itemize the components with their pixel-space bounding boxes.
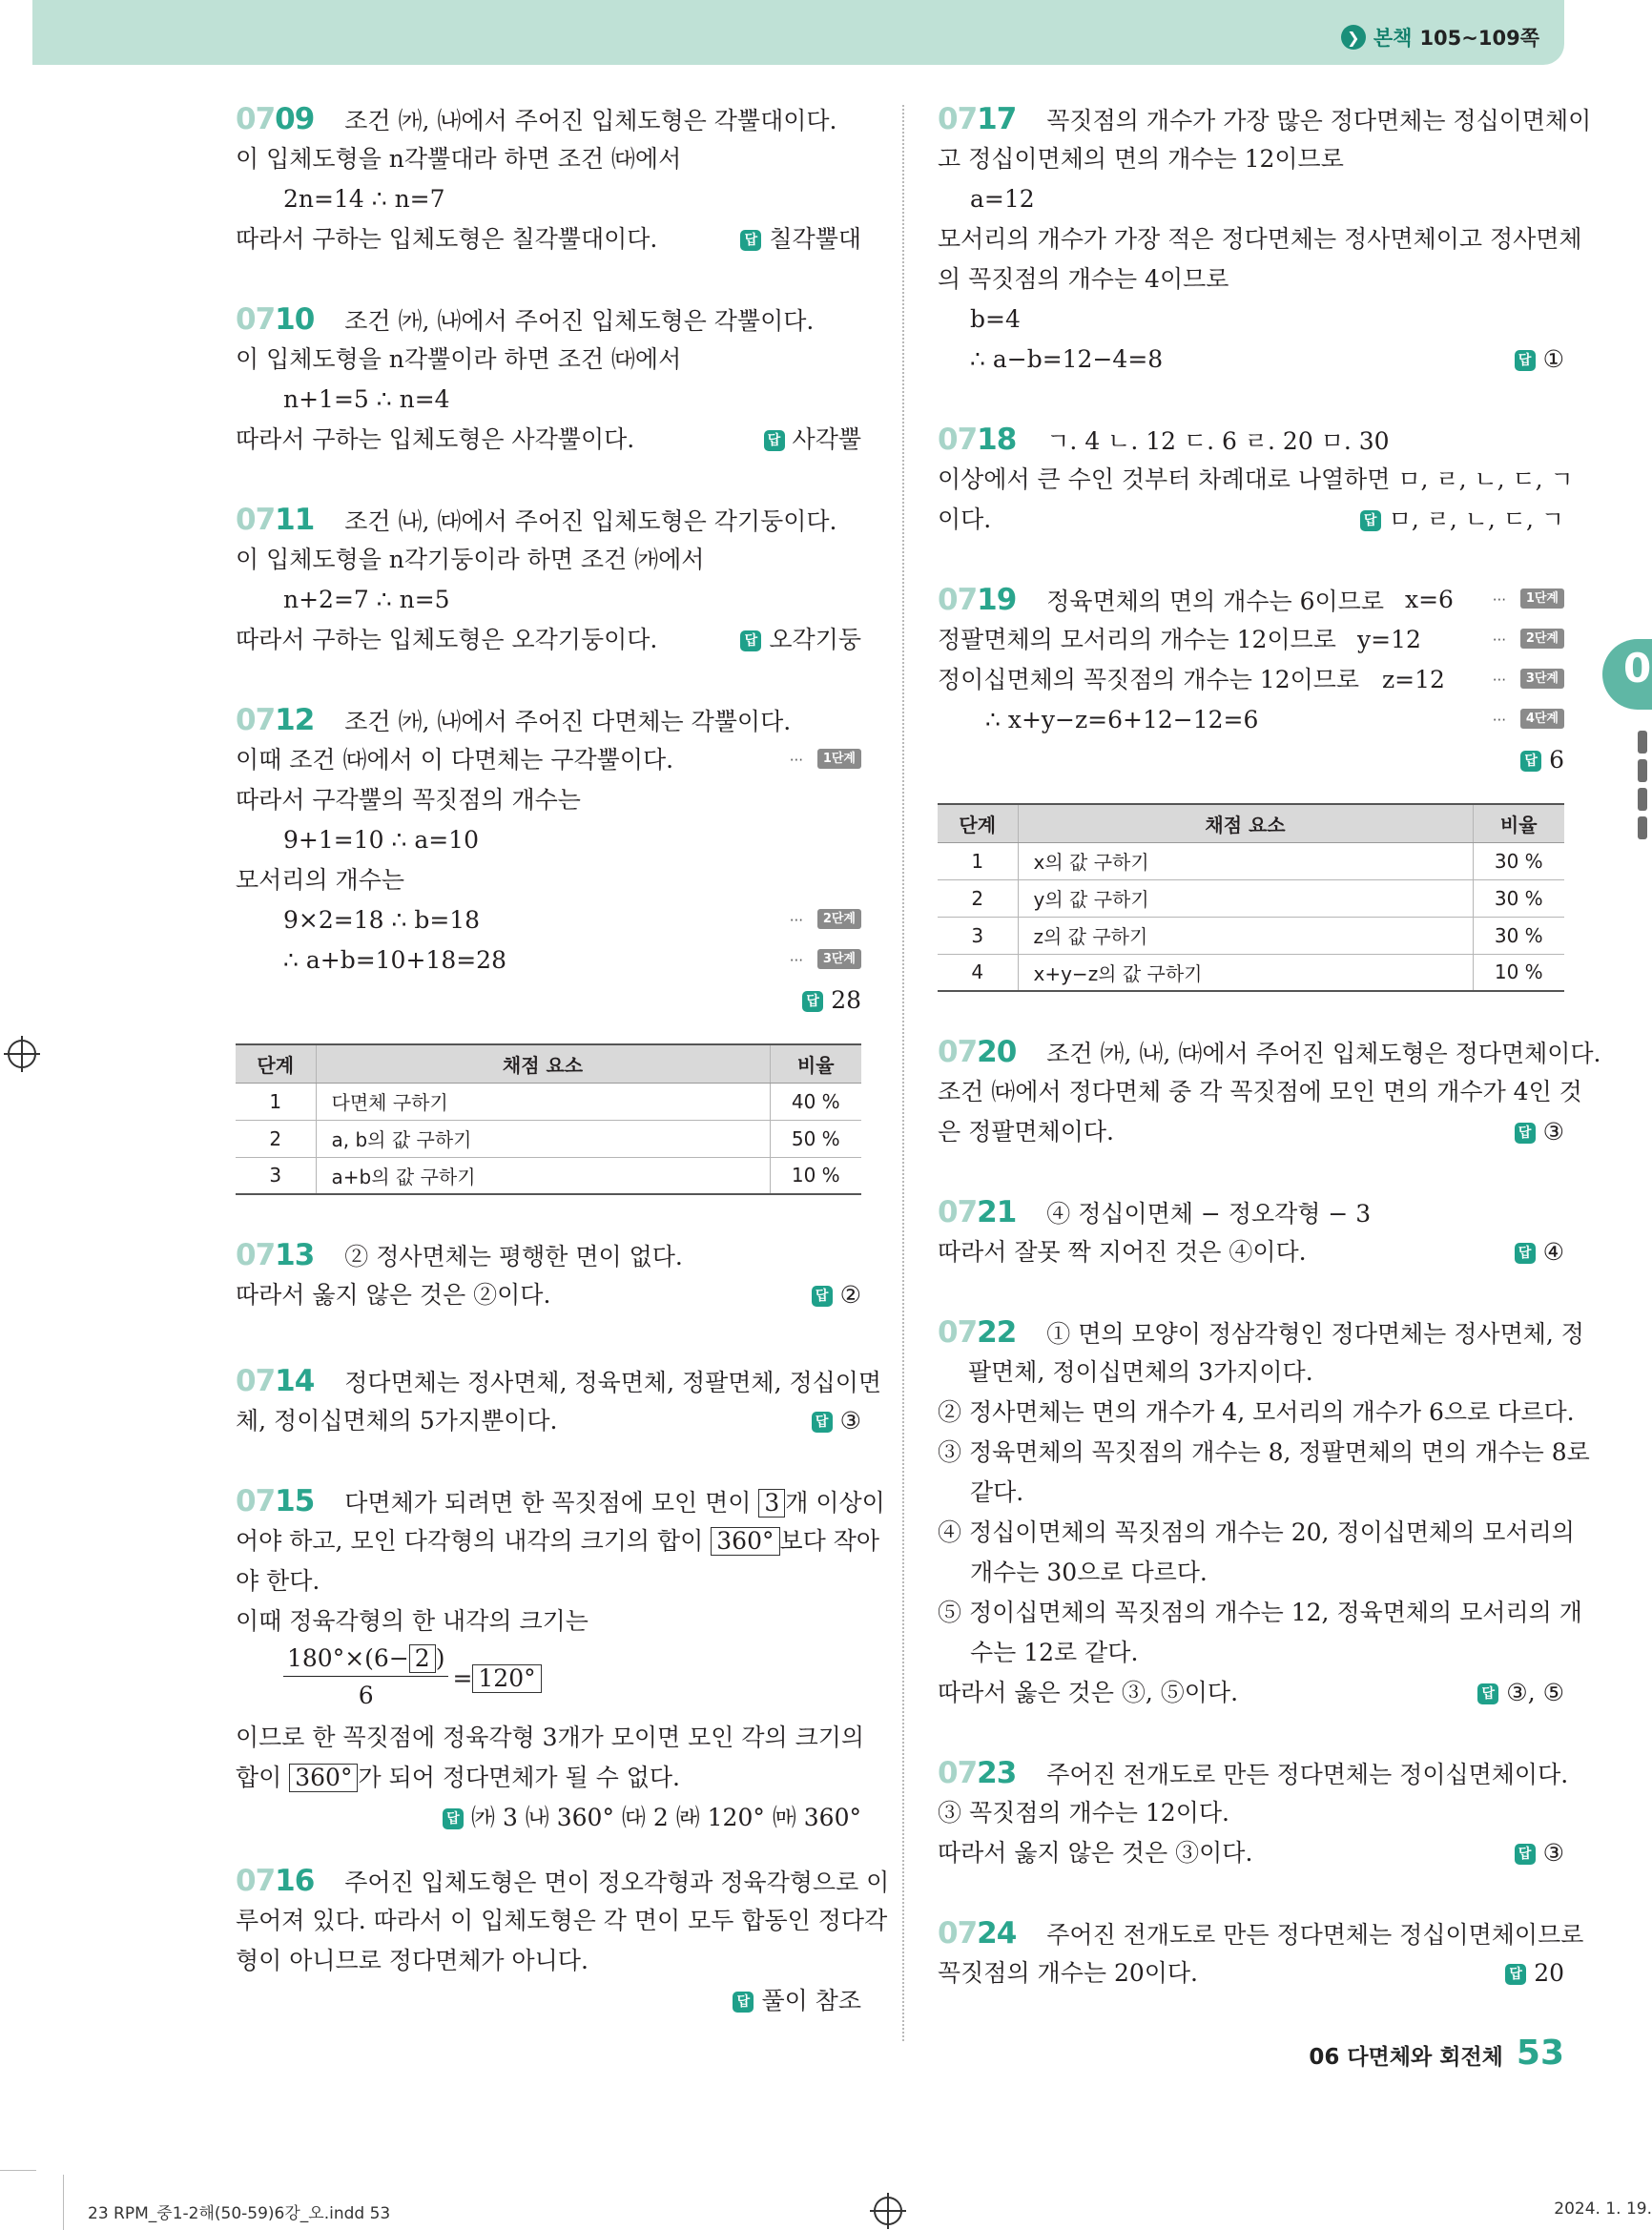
crop-mark: [0, 2170, 36, 2171]
problem-0713: [236, 1235, 861, 1315]
problem-number: 0713: [236, 1238, 315, 1272]
table-row: 1 다면체 구하기 40 %: [236, 1083, 861, 1120]
table-row: 3 a+b의 값 구하기 10 %: [236, 1157, 861, 1194]
solution-line: 꼭짓점의 개수가 가장 많은 정다면체는 정십이면체이: [1046, 107, 1592, 134]
answer: 답 칠각뿔대: [740, 219, 861, 259]
solution-line: 조건 ㈎, ㈏, ㈐에서 주어진 입체도형은 정다면체이다.: [1046, 1040, 1601, 1067]
equation-line: 9+1=10 ∴ a=10: [283, 826, 479, 854]
solution-line: 수는 12로 같다.: [970, 1639, 1139, 1666]
solution-line: 개수는 30으로 다르다.: [970, 1559, 1208, 1586]
solution-line: 주어진 전개도로 만든 정다면체는 정이십면체이다.: [1046, 1761, 1569, 1788]
problem-0721: [938, 1192, 1564, 1272]
chapter-title: 06 다면체와 회전체: [1309, 2045, 1503, 2070]
solution-line: 루어져 있다. 따라서 이 입체도형은 각 면이 모두 합동인 정다각: [236, 1907, 888, 1934]
solution-line: 야 한다.: [236, 1567, 320, 1595]
equation-line: ∴ x+y−z=6+12−12=6: [985, 706, 1259, 733]
blank-box: 3: [758, 1489, 785, 1518]
problem-number: 0723: [938, 1756, 1017, 1790]
solution-line: ③ 꼭짓점의 개수는 12이다.: [938, 1799, 1229, 1827]
answer: 답 ③: [1515, 1112, 1564, 1152]
solution-line: 조건 ㈎, ㈏에서 주어진 입체도형은 각뿔대이다.: [344, 107, 837, 134]
solution-line: 은 정팔면체이다.: [938, 1118, 1114, 1146]
solution-line: 의 꼭짓점의 개수는 4이므로: [938, 265, 1229, 293]
problem-0714: [236, 1361, 882, 1441]
table-row: 2 a, b의 값 구하기 50 %: [236, 1120, 861, 1157]
answer-icon: 답: [740, 230, 761, 251]
solution-line: 따라서 구하는 입체도형은 사각뿔이다.: [236, 425, 635, 453]
step-marker: ··· 1단계: [790, 740, 861, 780]
answer: 답 풀이 참조: [733, 1981, 861, 2021]
answer: 답 ③: [1515, 1833, 1564, 1873]
solution-line: 따라서 구하는 입체도형은 칠각뿔대이다.: [236, 225, 658, 253]
problem-0718: [938, 420, 1574, 540]
answer-icon: 답: [1477, 1683, 1498, 1704]
solution-line: ㄱ. 4 ㄴ. 12 ㄷ. 6 ㄹ. 20 ㅁ. 30: [1046, 427, 1390, 455]
answer: 답 사각뿔: [764, 420, 861, 460]
answer-icon: 답: [812, 1286, 833, 1307]
right-column: [938, 99, 1601, 1993]
solution-line: 이때 정육각형의 한 내각의 크기는: [236, 1607, 589, 1635]
answer-icon: 답: [764, 430, 785, 451]
problem-number: 0712: [236, 703, 315, 737]
solution-line: 이 입체도형을 n각뿔대라 하면 조건 ㈐에서: [236, 145, 682, 173]
problem-number: 0722: [938, 1315, 1017, 1350]
table-header: 채점 요소: [1018, 804, 1473, 842]
solution-line: 조건 ㈎, ㈏에서 주어진 입체도형은 각뿔이다.: [344, 307, 815, 335]
solution-line: 체, 정이십면체의 5가지뿐이다.: [236, 1407, 558, 1435]
equation-line: n+2=7 ∴ n=5: [283, 586, 450, 613]
book-pages: 105~109쪽: [1419, 27, 1539, 50]
solution-line: 주어진 전개도로 만든 정다면체는 정십이면체이므로: [1046, 1921, 1584, 1949]
equation-line: 9×2=18 ∴ b=18: [283, 906, 481, 934]
problem-number: 0715: [236, 1484, 315, 1518]
table-row: 3 z의 값 구하기 30 %: [938, 917, 1564, 954]
problem-0724: [938, 1913, 1584, 1993]
solution-line: 따라서 잘못 짝 지어진 것은 ④이다.: [938, 1238, 1307, 1266]
answer-icon: 답: [733, 1992, 754, 2013]
problem-number: 0709: [236, 102, 315, 136]
registration-mark-icon: [874, 2197, 902, 2225]
column-divider: [902, 105, 904, 2041]
solution-line: 이때 조건 ㈐에서 이 다면체는 구각뿔이다.: [236, 746, 674, 774]
problem-0723: [938, 1753, 1569, 1873]
solution-line: 조건 ㈏, ㈐에서 주어진 입체도형은 각기둥이다.: [344, 507, 837, 535]
solution-line: 팔면체, 정이십면체의 3가지이다.: [968, 1358, 1313, 1386]
answer-icon: 답: [740, 630, 761, 651]
table-header: 채점 요소: [316, 1044, 770, 1083]
file-info: 23 RPM_중1-2해(50-59)6강_오.indd 53: [88, 2204, 391, 2223]
solution-line: 조건 ㈐에서 정다면체 중 각 꼭짓점에 모인 면의 개수가 4인 것: [938, 1078, 1582, 1105]
answer: 답 20: [1505, 1953, 1564, 1993]
page-number: 53: [1516, 2034, 1564, 2073]
solution-line: 따라서 옳지 않은 것은 ③이다.: [938, 1839, 1253, 1867]
answer: 답 ③: [812, 1401, 861, 1441]
problem-number: 0711: [236, 503, 315, 537]
problem-number: 0719: [938, 583, 1017, 617]
solution-line: ① 면의 모양이 정삼각형인 정다면체는 정사면체, 정: [1046, 1320, 1584, 1348]
solution-line: ② 정사면체는 평행한 면이 없다.: [344, 1243, 683, 1270]
answer: 답 ㅁ, ㄹ, ㄴ, ㄷ, ㄱ: [1360, 500, 1564, 540]
step-marker: ··· 1단계: [1493, 580, 1564, 620]
answer-icon: 답: [802, 991, 823, 1012]
problem-number: 0721: [938, 1195, 1017, 1229]
table-header: 비율: [1473, 804, 1564, 842]
answer-icon: 답: [1505, 1964, 1526, 1985]
table-header: 단계: [938, 804, 1018, 842]
answer: 답 ③, ⑤: [1477, 1673, 1564, 1713]
problem-number: 0718: [938, 423, 1017, 457]
crop-mark: [63, 2175, 64, 2230]
table-row: 1 x의 값 구하기 30 %: [938, 842, 1564, 879]
chapter-side-tab: [1602, 639, 1652, 710]
table-header: 비율: [770, 1044, 861, 1083]
solution-line: ④ 정십이면체의 꼭짓점의 개수는 20, 정이십면체의 모서리의: [938, 1518, 1575, 1546]
solution-line: 이다.: [938, 506, 992, 533]
problem-0711: [236, 500, 861, 660]
solution-line: 따라서 구각뿔의 꼭짓점의 개수는: [236, 786, 581, 814]
problem-0710: [236, 299, 861, 460]
answer: 답 ②: [812, 1275, 861, 1315]
solution-line: ③ 정육면체의 꼭짓점의 개수는 8, 정팔면체의 면의 개수는 8로: [938, 1438, 1590, 1466]
grading-table: [236, 1043, 861, 1195]
problem-number: 0714: [236, 1364, 315, 1398]
book-reference: [1341, 23, 1539, 52]
problem-number: 0717: [938, 102, 1017, 136]
left-column: [236, 99, 890, 2021]
answer-icon: 답: [1515, 350, 1536, 371]
answer-icon: 답: [1515, 1123, 1536, 1144]
solution-line: 따라서 옳은 것은 ③, ⑤이다.: [938, 1679, 1239, 1706]
answer-icon: 답: [1520, 751, 1541, 772]
problem-0712: [236, 700, 861, 1195]
print-date: 2024. 1. 19.: [1554, 2199, 1652, 2219]
answer: 답 오각기둥: [740, 620, 861, 660]
solution-line: 형이 아니므로 정다면체가 아니다.: [236, 1947, 589, 1974]
solution-line: 꼭짓점의 개수는 20이다.: [938, 1959, 1199, 1987]
step-marker: ··· 3단계: [790, 940, 861, 981]
answer: 답 6: [1520, 740, 1564, 780]
solution-line: 주어진 입체도형은 면이 정오각형과 정육각형으로 이: [344, 1869, 890, 1896]
solution-line: 따라서 구하는 입체도형은 오각기둥이다.: [236, 626, 658, 653]
solution-line: 이상에서 큰 수인 것부터 차례대로 나열하면 ㅁ, ㄹ, ㄴ, ㄷ, ㄱ: [938, 465, 1574, 493]
solution-line: 모서리의 개수는: [236, 866, 404, 894]
answer: 답 ㈎ 3 ㈏ 360° ㈐ 2 ㈑ 120° ㈒ 360°: [443, 1798, 861, 1838]
problem-0720: [938, 1032, 1601, 1152]
step-marker: ··· 2단계: [790, 900, 861, 940]
solution-line: 고 정십이면체의 면의 개수는 12이므로: [938, 145, 1344, 173]
solution-line: 이 입체도형을 n각뿔이라 하면 조건 ㈐에서: [236, 345, 682, 373]
side-tab-number: 0: [1623, 645, 1652, 692]
problem-0715: 0715 다면체가 되려면 한 꼭짓점에 모인 면이 3 개 이상이 어야 하고, 모인 다각형의 내각의 크기의 합이 360° 보다 작아 야 한다. 이때 정육각형의 한 내각의 크기는 $\frac{180^\circ\times(6- 2 )}{6}$ = 120° 이므로 한 꼭짓점에 정육각형 3개가 모이면 모인 각의 크기의 합이 360° 가 되어 정다면체가 될 수 없다. 답 ㈎ 3 ㈏ 360° ㈐ 2 ㈑ 120° ㈒ 360°: [236, 1481, 861, 1838]
problem-0719: 0719 정육면체의 면의 개수는 6이므로 x=6 ··· 1단계 정팔면체의 모서리의 개수는 12이므로 y=12 ··· 2단계 정이십면체의 꼭짓점의 개수는 12이므로 z=12 ··· 3단계 ∴ x+y−z=6+12−12=6 ··· 4단계 답 6 단계 채점 요소 비율 1 x의 값 구하기 30 % 2 y의 값 구하기 30 % 3 z의 값 구하기 30 % 4 x+y−z의 값 구하기 10 %: [938, 580, 1564, 992]
table-header: 단계: [236, 1044, 316, 1083]
table-row: 4 x+y−z의 값 구하기 10 %: [938, 954, 1564, 991]
solution-line: 따라서 옳지 않은 것은 ②이다.: [236, 1281, 551, 1309]
answer-icon: 답: [1515, 1243, 1536, 1264]
side-vertical-marks: [1633, 725, 1652, 887]
chevron-right-icon: ❯: [1341, 25, 1366, 50]
solution-line: ② 정사면체는 면의 개수가 4, 모서리의 개수가 6으로 다르다.: [938, 1398, 1575, 1426]
step-marker: ··· 3단계: [1493, 660, 1564, 700]
blank-box: 360°: [711, 1527, 779, 1556]
page-footer: [1309, 2034, 1564, 2073]
answer-icon: 답: [1515, 1844, 1536, 1865]
book-label: 본책: [1373, 27, 1413, 50]
equation-line: ∴ a−b=12−4=8: [970, 345, 1164, 373]
problem-number: 0724: [938, 1916, 1017, 1951]
blank-box: 360°: [289, 1764, 358, 1792]
equation-line: a=12: [970, 185, 1035, 213]
problem-number: 0716: [236, 1864, 315, 1898]
solution-line: 이 입체도형을 n각기둥이라 하면 조건 ㈎에서: [236, 546, 705, 573]
blank-box: 2: [409, 1644, 436, 1673]
problem-number: 0720: [938, 1035, 1017, 1069]
solution-line: ④ 정십이면체 − 정오각형 − 3: [1046, 1200, 1372, 1228]
solution-line: 조건 ㈎, ㈏에서 주어진 다면체는 각뿔이다.: [344, 708, 792, 735]
solution-line: ⑤ 정이십면체의 꼭짓점의 개수는 12, 정육면체의 모서리의 개: [938, 1599, 1582, 1626]
equation-line: b=4: [970, 305, 1021, 333]
registration-mark-icon: [8, 1040, 36, 1068]
answer: 답 ①: [1515, 340, 1564, 380]
problem-0716: [236, 1861, 890, 2021]
answer-icon: 답: [443, 1808, 464, 1829]
grading-table: [938, 803, 1564, 992]
problem-0722: [938, 1312, 1590, 1713]
answer-icon: 답: [812, 1412, 833, 1433]
answer: 답 28: [802, 981, 861, 1021]
header-bar: [32, 0, 1564, 65]
solution-line: 모서리의 개수가 가장 적은 정다면체는 정사면체이고 정사면체: [938, 225, 1582, 253]
table-row: 2 y의 값 구하기 30 %: [938, 879, 1564, 917]
step-marker: ··· 4단계: [1493, 700, 1564, 740]
fraction-expression: $\frac{180^\circ\times(6- 2 )}{6}$ = 120°: [283, 1642, 542, 1715]
equation-line: 2n=14 ∴ n=7: [283, 185, 445, 213]
blank-box: 120°: [472, 1664, 541, 1693]
solution-line: 이므로 한 꼭짓점에 정육각형 3개가 모이면 모인 각의 크기의: [236, 1724, 865, 1751]
problem-number: 0710: [236, 302, 315, 337]
equation-line: n+1=5 ∴ n=4: [283, 385, 450, 413]
solution-line: 같다.: [970, 1478, 1024, 1506]
solution-line: 정다면체는 정사면체, 정육면체, 정팔면체, 정십이면: [344, 1369, 882, 1396]
problem-0709: [236, 99, 861, 259]
equation-line: ∴ a+b=10+18=28: [283, 946, 506, 974]
answer: 답 ④: [1515, 1232, 1564, 1272]
step-marker: ··· 2단계: [1493, 620, 1564, 660]
answer-icon: 답: [1360, 510, 1381, 531]
problem-0717: [938, 99, 1592, 380]
